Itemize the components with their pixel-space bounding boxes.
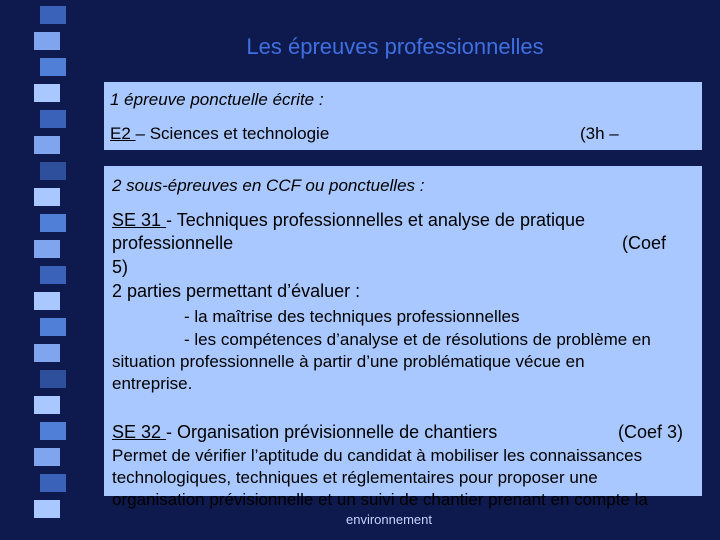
decorative-square-strip: [0, 0, 90, 540]
se31-part1: - la maîtrise des techniques professionnelles: [184, 307, 520, 326]
se32-title-line: [112, 422, 497, 443]
se31-part2-line1: - les compétences d’analyse et de résolutions de problème en: [184, 330, 651, 349]
se32-desc-line2: technologiques, techniques et réglementaires pour proposer une: [112, 468, 598, 487]
exam-name: – Sciences et technologie: [135, 124, 330, 143]
exam-e2-line: [110, 124, 329, 144]
se32-desc-line3: organisation prévisionnelle et un suivi de chantier prenant en compte la: [112, 490, 648, 509]
written-exam-heading: 1 épreuve ponctuelle écrite :: [110, 90, 324, 109]
ccf-heading: 2 sous-épreuves en CCF ou ponctuelles :: [112, 176, 425, 195]
se31-code: SE 31: [112, 210, 167, 230]
slide-title: Les épreuves professionnelles: [246, 34, 544, 59]
se32-code: SE 32: [112, 422, 167, 442]
footer-text: environnement: [346, 512, 432, 527]
exam-duration: (3h –: [580, 124, 619, 143]
se31-coef-a: (Coef: [622, 233, 667, 253]
se32-title: - Organisation prévisionnelle de chantiers: [166, 422, 498, 442]
se31-coef-b: 5): [112, 257, 129, 277]
se32-desc-line1: Permet de vérifier l’aptitude du candidat à mobiliser les connaissances: [112, 446, 643, 465]
se31-title-line1: [112, 210, 585, 231]
se31-part2-line2: situation professionnelle à partir d’une problématique vécue en: [112, 352, 585, 371]
se31-title: - Techniques professionnelles et analyse de pratique: [166, 210, 585, 230]
ccf-exams-box: [104, 166, 702, 509]
se31-title-line2: professionnelle: [112, 233, 234, 253]
exam-code: E2: [110, 124, 136, 143]
se31-parts-intro: 2 parties permettant d’évaluer :: [112, 281, 361, 301]
se31-part2-line3: entreprise.: [112, 374, 193, 393]
se32-coef: (Coef 3): [618, 422, 684, 442]
written-exam-box: [104, 82, 702, 150]
